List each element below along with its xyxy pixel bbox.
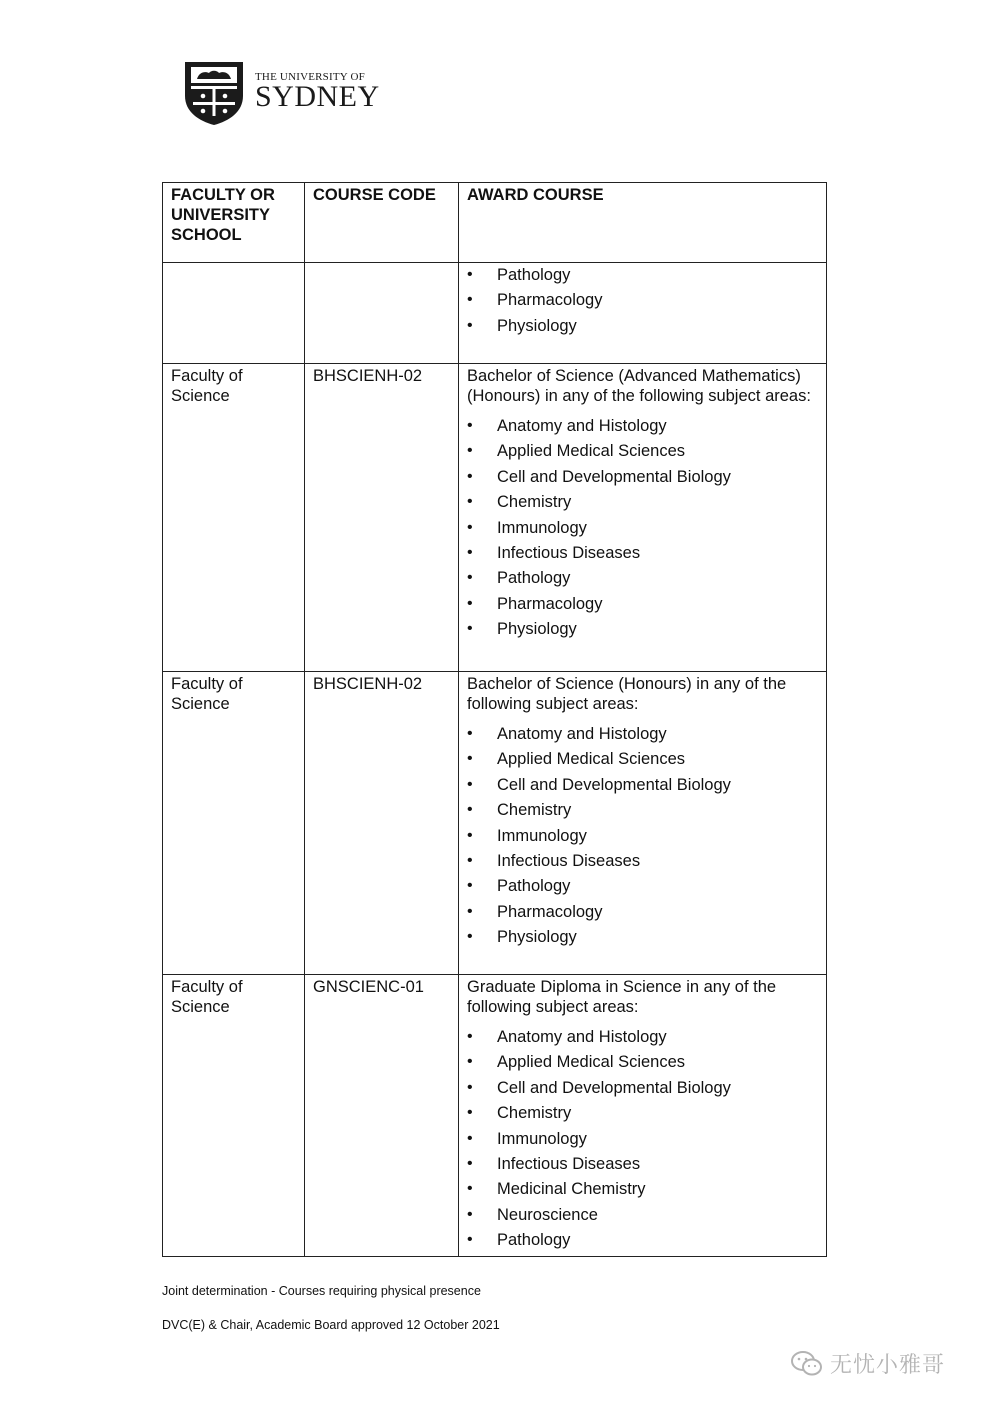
course-table xyxy=(162,182,827,1257)
header-course-code: COURSE CODE xyxy=(305,183,459,263)
table-row xyxy=(163,975,827,1257)
award-description: Bachelor of Science (Honours) in any of the following subject areas: xyxy=(467,675,787,713)
subject-list-item: • Immunology xyxy=(467,1129,818,1154)
subject-list-item: • Chemistry xyxy=(467,1103,818,1128)
footer-approval: DVC(E) & Chair, Academic Board approved 12 October 2021 xyxy=(162,1318,500,1332)
table-row xyxy=(163,263,827,364)
table-row xyxy=(163,364,827,672)
subject-list-item: • Cell and Developmental Biology xyxy=(467,1078,818,1103)
subject-list-item: • Chemistry xyxy=(467,492,818,517)
course-code-cell: BHSCIENH-02 xyxy=(305,364,459,672)
faculty-cell: Faculty of Science xyxy=(163,672,305,975)
faculty-cell xyxy=(163,263,305,364)
subject-list-item: • Infectious Diseases xyxy=(467,1154,818,1179)
subject-list-item: • Pathology xyxy=(467,568,818,593)
subject-list xyxy=(467,1027,818,1256)
university-logo xyxy=(183,60,380,126)
course-code-cell: BHSCIENH-02 xyxy=(305,672,459,975)
faculty-cell: Faculty of Science xyxy=(163,364,305,672)
subject-list-item: • Pharmacology xyxy=(467,902,818,927)
faculty-cell: Faculty of Science xyxy=(163,975,305,1257)
wechat-icon xyxy=(790,1350,824,1378)
subject-list-item: • Pathology xyxy=(467,1230,818,1255)
subject-list-item: • Pharmacology xyxy=(467,594,818,619)
subject-list-item: • Medicinal Chemistry xyxy=(467,1179,818,1204)
award-course-cell xyxy=(459,364,827,672)
subject-list-item: • Pharmacology xyxy=(467,290,818,315)
subject-list-item: • Cell and Developmental Biology xyxy=(467,467,818,492)
course-code-cell xyxy=(305,263,459,364)
university-crest-icon xyxy=(183,60,245,126)
award-description: Bachelor of Science (Advanced Mathematics) (Honours) in any of the following subject areas: xyxy=(467,367,811,405)
award-course-cell xyxy=(459,263,827,364)
watermark xyxy=(790,1348,945,1379)
footer-title: Joint determination - Courses requiring physical presence xyxy=(162,1284,481,1298)
logo-title: SYDNEY xyxy=(255,80,380,113)
logo-subtitle: THE UNIVERSITY OF xyxy=(255,71,365,83)
subject-list-item: • Pathology xyxy=(467,265,818,290)
award-course-cell xyxy=(459,672,827,975)
subject-list-item: • Anatomy and Histology xyxy=(467,416,818,441)
subject-list xyxy=(467,416,818,645)
subject-list-item: • Physiology xyxy=(467,316,818,341)
table-header-row xyxy=(163,183,827,263)
subject-list-item: • Physiology xyxy=(467,927,818,952)
subject-list-item: • Anatomy and Histology xyxy=(467,1027,818,1052)
subject-list xyxy=(467,265,818,341)
subject-list-item: • Pathology xyxy=(467,876,818,901)
subject-list-item: • Immunology xyxy=(467,518,818,543)
subject-list-item: • Cell and Developmental Biology xyxy=(467,775,818,800)
table-row xyxy=(163,672,827,975)
award-description: Graduate Diploma in Science in any of the following subject areas: xyxy=(467,978,777,1016)
subject-list-item: • Anatomy and Histology xyxy=(467,724,818,749)
header-award-course: AWARD COURSE xyxy=(459,183,827,263)
subject-list-item: • Chemistry xyxy=(467,800,818,825)
subject-list-item: • Neuroscience xyxy=(467,1205,818,1230)
subject-list-item: • Physiology xyxy=(467,619,818,644)
subject-list-item: • Immunology xyxy=(467,826,818,851)
subject-list-item: • Applied Medical Sciences xyxy=(467,1052,818,1077)
subject-list xyxy=(467,724,818,953)
course-code-cell: GNSCIENC-01 xyxy=(305,975,459,1257)
subject-list-item: • Applied Medical Sciences xyxy=(467,749,818,774)
header-faculty: FACULTY OR UNIVERSITY SCHOOL xyxy=(163,183,305,263)
award-course-cell xyxy=(459,975,827,1257)
subject-list-item: • Applied Medical Sciences xyxy=(467,441,818,466)
subject-list-item: • Infectious Diseases xyxy=(467,543,818,568)
subject-list-item: • Infectious Diseases xyxy=(467,851,818,876)
watermark-text: 无忧小雅哥 xyxy=(830,1353,946,1378)
